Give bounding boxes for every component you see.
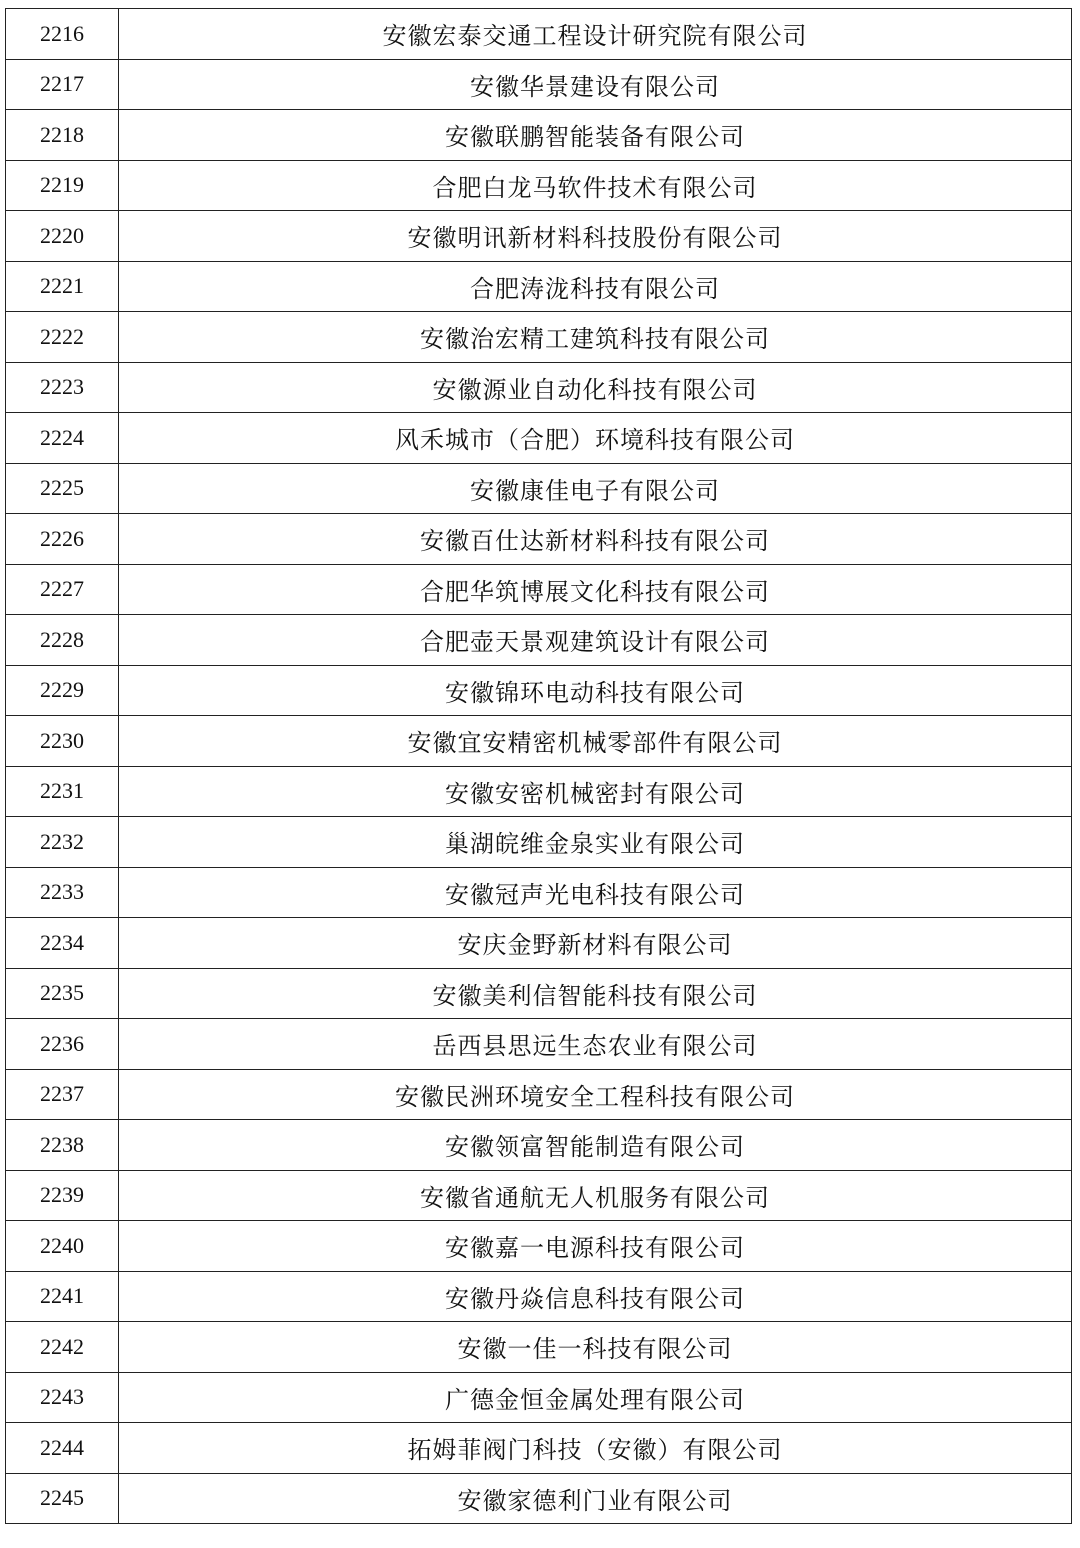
row-number-cell: 2232 — [6, 817, 119, 868]
table-row — [6, 1120, 1072, 1171]
company-name-cell: 安徽丹焱信息科技有限公司 — [119, 1271, 1072, 1322]
row-number-cell: 2219 — [6, 160, 119, 211]
row-number-cell: 2231 — [6, 766, 119, 817]
row-number-cell: 2245 — [6, 1473, 119, 1524]
row-number-cell: 2227 — [6, 564, 119, 615]
company-name-cell: 安徽康佳电子有限公司 — [119, 463, 1072, 514]
table-row — [6, 564, 1072, 615]
row-number-cell: 2229 — [6, 665, 119, 716]
company-name-cell: 安徽百仕达新材料科技有限公司 — [119, 514, 1072, 565]
table-row — [6, 1473, 1072, 1524]
company-list-table — [5, 8, 1072, 1524]
row-number-cell: 2243 — [6, 1372, 119, 1423]
company-name-cell: 安庆金野新材料有限公司 — [119, 918, 1072, 969]
row-number-cell: 2216 — [6, 9, 119, 60]
table-row — [6, 716, 1072, 767]
table-row — [6, 1423, 1072, 1474]
row-number-cell: 2239 — [6, 1170, 119, 1221]
row-number-cell: 2228 — [6, 615, 119, 666]
row-number-cell: 2221 — [6, 261, 119, 312]
company-name-cell: 安徽冠声光电科技有限公司 — [119, 867, 1072, 918]
row-number-cell: 2237 — [6, 1069, 119, 1120]
company-name-cell: 安徽领富智能制造有限公司 — [119, 1120, 1072, 1171]
table-row — [6, 160, 1072, 211]
row-number-cell: 2222 — [6, 312, 119, 363]
company-name-cell: 岳西县思远生态农业有限公司 — [119, 1019, 1072, 1070]
table-row — [6, 766, 1072, 817]
company-name-cell: 安徽嘉一电源科技有限公司 — [119, 1221, 1072, 1272]
table-row — [6, 1322, 1072, 1373]
table-row — [6, 665, 1072, 716]
row-number-cell: 2234 — [6, 918, 119, 969]
table-row — [6, 1271, 1072, 1322]
table-row — [6, 211, 1072, 262]
table-row — [6, 1372, 1072, 1423]
company-name-cell: 安徽宏泰交通工程设计研究院有限公司 — [119, 9, 1072, 60]
company-list-body — [6, 9, 1072, 1524]
row-number-cell: 2235 — [6, 968, 119, 1019]
table-row — [6, 463, 1072, 514]
row-number-cell: 2226 — [6, 514, 119, 565]
company-name-cell: 安徽治宏精工建筑科技有限公司 — [119, 312, 1072, 363]
company-name-cell: 风禾城市（合肥）环境科技有限公司 — [119, 413, 1072, 464]
table-row — [6, 1170, 1072, 1221]
row-number-cell: 2223 — [6, 362, 119, 413]
company-name-cell: 合肥华筑博展文化科技有限公司 — [119, 564, 1072, 615]
row-number-cell: 2224 — [6, 413, 119, 464]
company-name-cell: 安徽安密机械密封有限公司 — [119, 766, 1072, 817]
company-name-cell: 安徽省通航无人机服务有限公司 — [119, 1170, 1072, 1221]
table-row — [6, 968, 1072, 1019]
row-number-cell: 2244 — [6, 1423, 119, 1474]
table-row — [6, 1221, 1072, 1272]
table-row — [6, 261, 1072, 312]
row-number-cell: 2242 — [6, 1322, 119, 1373]
row-number-cell: 2217 — [6, 59, 119, 110]
table-row — [6, 918, 1072, 969]
table-row — [6, 867, 1072, 918]
company-name-cell: 巢湖皖维金泉实业有限公司 — [119, 817, 1072, 868]
row-number-cell: 2241 — [6, 1271, 119, 1322]
table-row — [6, 110, 1072, 161]
table-row — [6, 514, 1072, 565]
company-name-cell: 安徽联鹏智能装备有限公司 — [119, 110, 1072, 161]
company-name-cell: 安徽家德利门业有限公司 — [119, 1473, 1072, 1524]
company-name-cell: 安徽美利信智能科技有限公司 — [119, 968, 1072, 1019]
company-name-cell: 安徽明讯新材料科技股份有限公司 — [119, 211, 1072, 262]
company-name-cell: 拓姆菲阀门科技（安徽）有限公司 — [119, 1423, 1072, 1474]
company-name-cell: 安徽宜安精密机械零部件有限公司 — [119, 716, 1072, 767]
row-number-cell: 2240 — [6, 1221, 119, 1272]
row-number-cell: 2236 — [6, 1019, 119, 1070]
row-number-cell: 2238 — [6, 1120, 119, 1171]
table-row — [6, 413, 1072, 464]
row-number-cell: 2233 — [6, 867, 119, 918]
company-name-cell: 安徽锦环电动科技有限公司 — [119, 665, 1072, 716]
company-name-cell: 合肥白龙马软件技术有限公司 — [119, 160, 1072, 211]
table-row — [6, 817, 1072, 868]
row-number-cell: 2218 — [6, 110, 119, 161]
table-row — [6, 362, 1072, 413]
row-number-cell: 2220 — [6, 211, 119, 262]
company-name-cell: 安徽华景建设有限公司 — [119, 59, 1072, 110]
table-row — [6, 615, 1072, 666]
table-row — [6, 59, 1072, 110]
table-row — [6, 1019, 1072, 1070]
table-row — [6, 9, 1072, 60]
company-name-cell: 合肥壶天景观建筑设计有限公司 — [119, 615, 1072, 666]
table-row — [6, 312, 1072, 363]
table-row — [6, 1069, 1072, 1120]
row-number-cell: 2225 — [6, 463, 119, 514]
company-name-cell: 广德金恒金属处理有限公司 — [119, 1372, 1072, 1423]
company-name-cell: 安徽一佳一科技有限公司 — [119, 1322, 1072, 1373]
company-name-cell: 合肥涛泷科技有限公司 — [119, 261, 1072, 312]
company-name-cell: 安徽源业自动化科技有限公司 — [119, 362, 1072, 413]
company-name-cell: 安徽民洲环境安全工程科技有限公司 — [119, 1069, 1072, 1120]
row-number-cell: 2230 — [6, 716, 119, 767]
